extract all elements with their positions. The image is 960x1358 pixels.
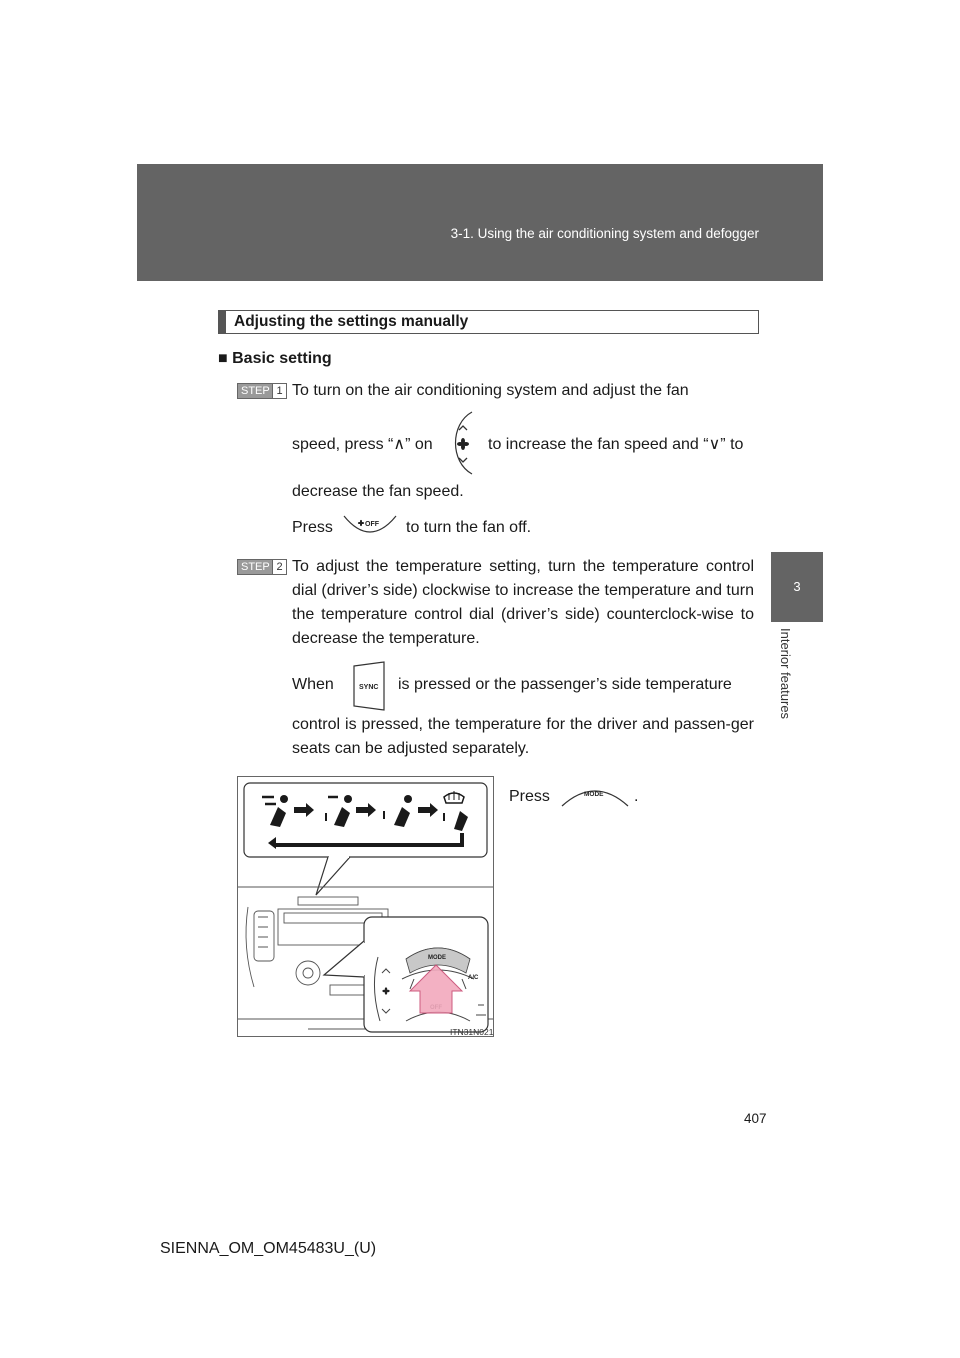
chapter-side-label: Interior features <box>778 628 793 720</box>
step-1-badge: STEP 1 <box>237 383 287 399</box>
section-title: 3-1. Using the air conditioning system and defogger <box>450 226 759 241</box>
subheading: ■ Basic setting <box>218 350 332 367</box>
step-2-when-suffix: is pressed or the passenger’s side temperature <box>398 676 732 693</box>
step-1-press-label: Press <box>292 519 333 536</box>
step-2-when-continued: control is pressed, the temperature for the driver and passen-ger seats can be adjusted separately. <box>292 716 754 757</box>
step-3-press-label: Press <box>509 788 550 805</box>
svg-text:SYNC: SYNC <box>359 684 379 691</box>
fan-off-button-icon <box>342 510 398 544</box>
illustration-code: ITN31N021 <box>450 1027 494 1037</box>
mode-button-icon <box>560 780 630 810</box>
svg-text:OFF: OFF <box>365 521 379 528</box>
svg-text:MODE: MODE <box>584 791 604 798</box>
fan-speed-button-icon <box>442 410 482 476</box>
step-3-press-suffix: . <box>634 788 639 805</box>
step-1-press-suffix: to turn the fan off. <box>406 519 532 536</box>
svg-text:MODE: MODE <box>428 955 446 961</box>
sync-button-icon <box>350 660 390 712</box>
step-2-text: To adjust the temperature setting, turn the temperature control dial (driver’s side) clockwise to increase the temperature and turn the temperature control dial (driver’s side) counterclock-wise to decrease the temperature. <box>292 558 754 647</box>
step-2-badge: STEP 2 <box>237 559 287 575</box>
section-heading: Adjusting the settings manually <box>218 310 759 334</box>
mode-illustration <box>237 776 494 1037</box>
chapter-tab[interactable]: 3 <box>771 552 823 622</box>
svg-text:A/C: A/C <box>468 975 479 981</box>
step-1-text-line2b: to increase the fan speed and “∨” to <box>488 436 744 453</box>
chapter-header-band <box>137 164 823 281</box>
document-code: SIENNA_OM_OM45483U_(U) <box>160 1240 377 1257</box>
dashboard-illustration-graphic <box>238 777 493 1036</box>
step-2-when-label: When <box>292 676 334 693</box>
step-1-text-line3: decrease the fan speed. <box>292 483 464 500</box>
step-1-text-line1: To turn on the air conditioning system and adjust the fan <box>292 382 689 399</box>
step-1-text-line2a: speed, press “∧” on <box>292 436 433 453</box>
page-number: 407 <box>744 1111 767 1126</box>
